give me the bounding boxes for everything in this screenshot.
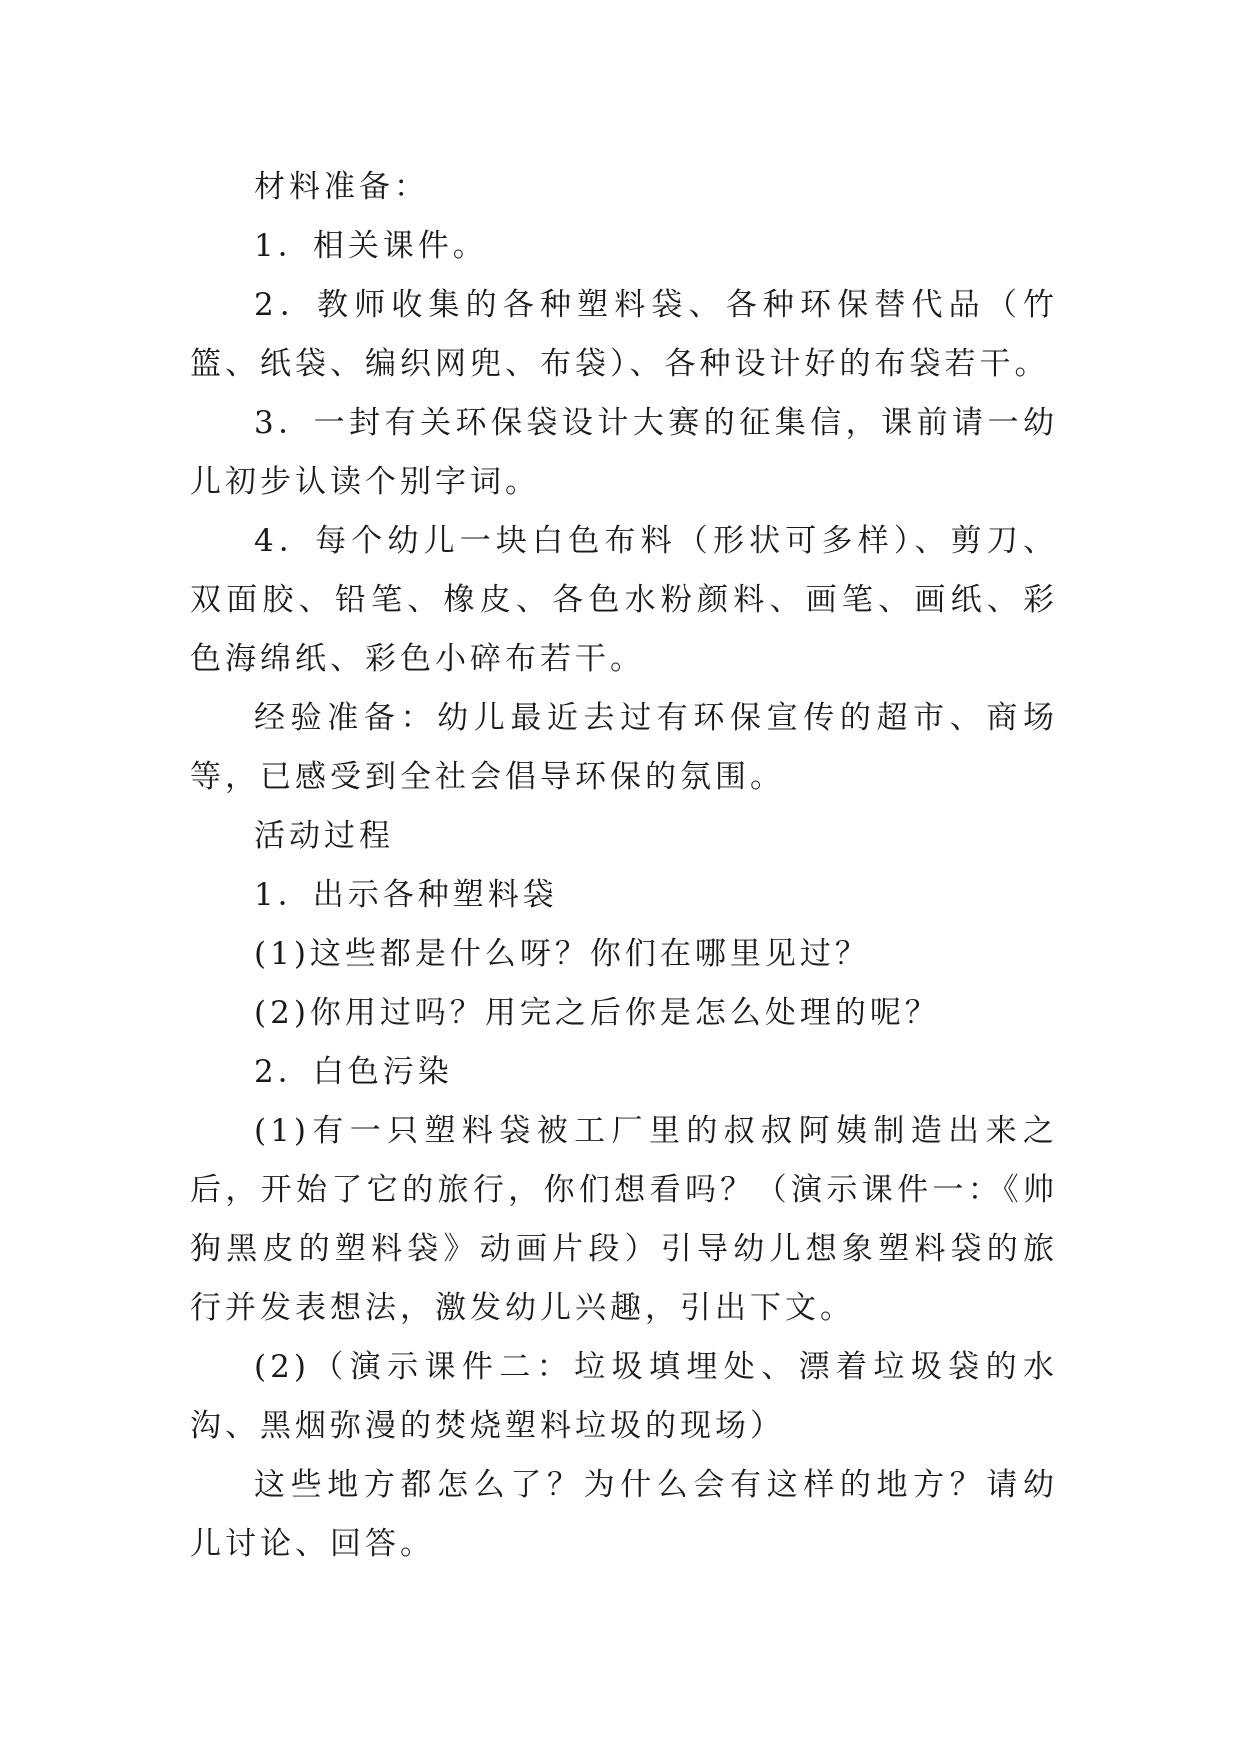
- paragraph-item-2: 2．教师收集的各种塑料袋、各种环保替代品（竹篮、纸袋、编织网兜、布袋）、各种设计好的布袋若干。: [190, 287, 1058, 382]
- step-heading-2: 2．白色污染: [254, 1054, 453, 1090]
- section-heading-activity-process: 活动过程: [254, 818, 394, 854]
- paragraph-material-prep: 材料准备：: [254, 169, 429, 205]
- step-paragraph-2-2: (2)（演示课件二：垃圾填埋处、漂着垃圾袋的水沟、黑烟弥漫的焚烧塑料垃圾的现场）: [190, 1349, 1058, 1444]
- discussion-paragraph: 这些地方都怎么了？为什么会有这样的地方？请幼儿讨论、回答。: [190, 1467, 1058, 1562]
- paragraph-item-4: 4．每个幼儿一块白色布料（形状可多样）、剪刀、双面胶、铅笔、橡皮、各色水粉颜料、画笔、画纸、彩色海绵纸、彩色小碎布若干。: [190, 523, 1058, 677]
- document-body: [190, 158, 1058, 1574]
- paragraph-item-3: 3．一封有关环保袋设计大赛的征集信，课前请一幼儿初步认读个别字词。: [190, 405, 1058, 500]
- step-heading-1: 1．出示各种塑料袋: [254, 877, 558, 913]
- paragraph-item-1: 1．相关课件。: [254, 228, 488, 264]
- paragraph-experience-prep: 经验准备：幼儿最近去过有环保宣传的超市、商场等，已感受到全社会倡导环保的氛围。: [190, 700, 1058, 795]
- step-question-1-1: (1)这些都是什么呀？你们在哪里见过？: [254, 936, 870, 972]
- step-question-1-2: (2)你用过吗？用完之后你是怎么处理的呢？: [254, 995, 940, 1031]
- step-paragraph-2-1: (1)有一只塑料袋被工厂里的叔叔阿姨制造出来之后，开始了它的旅行，你们想看吗？（演示课件一：《帅狗黑皮的塑料袋》动画片段）引导幼儿想象塑料袋的旅行并发表想法，激发幼儿兴趣，引出下文。: [190, 1113, 1058, 1326]
